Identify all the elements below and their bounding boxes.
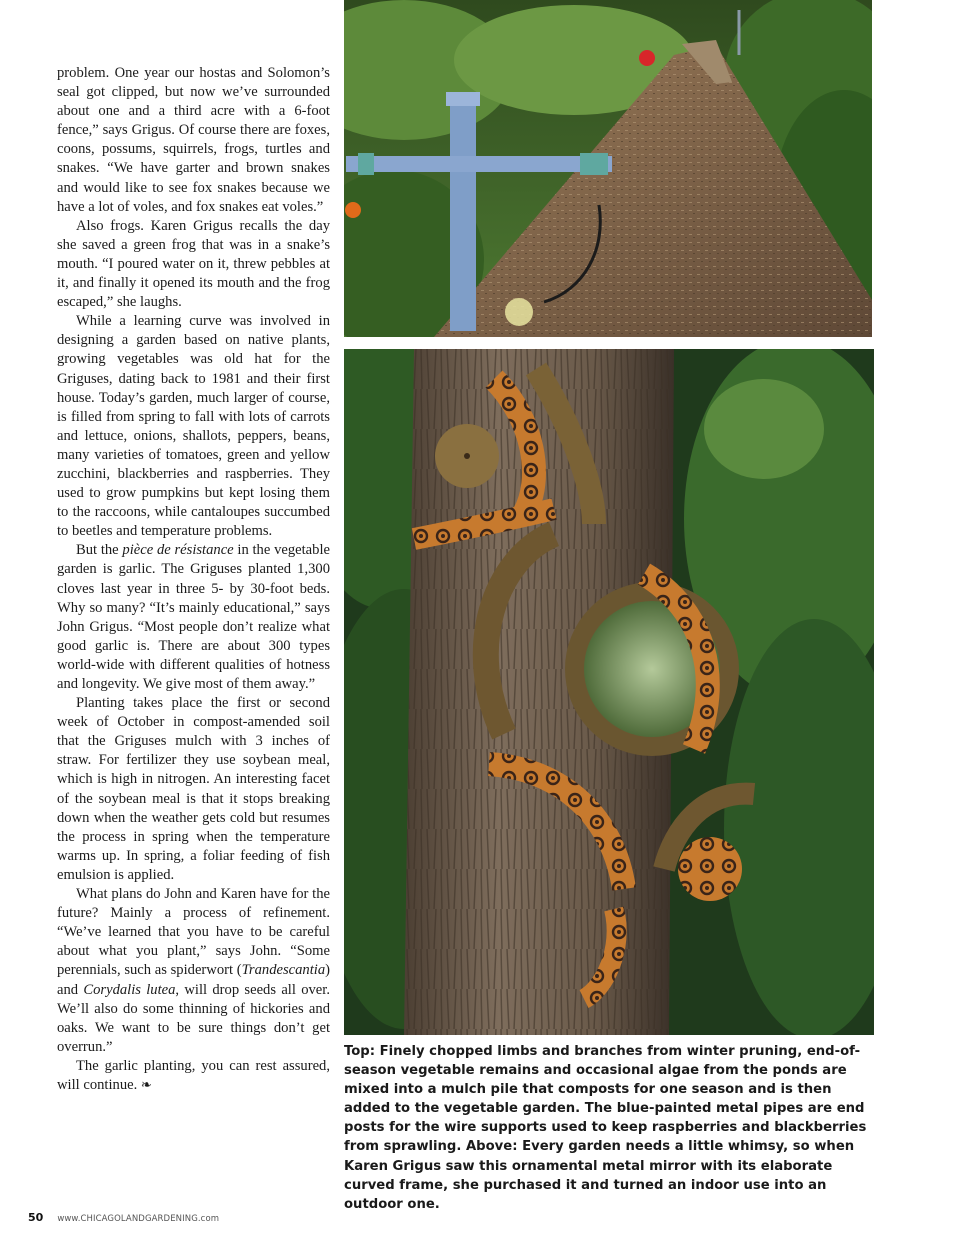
footer-url: www.CHICAGOLANDGARDENING.com	[57, 1214, 220, 1224]
end-ornament-icon: ❧	[140, 1077, 152, 1093]
photo-caption: Top: Finely chopped limbs and branches from winter pruning, end-of-season vegetable remains and occasional algae from the ponds are mixed into a mulch pile that composts for one season and is then added to the vegetable garden. The blue-painted metal pipes are end posts for the wire supports used to keep raspberries and blackberries from sprawling. Above: Every garden needs a little whimsy, so when Karen Grigus saw this ornamental metal mirror with its elaborate curved frame, she purchased it and turned an indoor use into an outdoor one.	[344, 1044, 867, 1212]
paragraph-2: Also frogs. Karen Grigus recalls the day she saved a green frog that was in a snake’s mouth. “I poured water on it, threw pebbles at it, and finally it opened its mouth and the frog escaped,” she laughs.	[57, 217, 330, 311]
paragraph-4: But the pièce de résistance in the vegetable garden is garlic. The Griguses planted 1,300 cloves last year in three 5- by 30-foot beds. Why so many? “It’s mainly educational,” says John Grigus. “Most people don’t realize what good garlic is. There are about 300 types world-wide with different qualities of hotness and longevity. We give most of them away.”	[57, 542, 330, 692]
paragraph-1: problem. One year our hostas and Solomon’s seal got clipped, but now we’ve surrounded about one and a third acre with a 6-foot fence,” says Grigus. Of course there are foxes, coons, possums, squirrels, frogs, turtles and snakes. “We have garter and brown snakes and would like to see fox snakes because we have a lot of voles, and fox snakes eat voles.”	[57, 65, 330, 215]
mulch-pile-illustration	[344, 0, 872, 337]
tree-mirror-illustration	[344, 349, 874, 1035]
photo-mulch-pile	[344, 0, 872, 337]
paragraph-3: While a learning curve was involved in designing a garden based on native plants, growing vegetables was old hat for the Griguses, dating back to 1981 and their first house. Today’s garden, much larger of course, is filled from spring to fall with lots of carrots and lettuce, onions, shallots, peppers, beans, many varieties of tomatoes, green and yellow zucchini, blackberries and raspberries. They used to grow pumpkins but kept losing them to the raccoons, while cantaloupes succumbed to beetles and temperature problems.	[57, 313, 330, 540]
photo-tree-mirror	[344, 349, 874, 1035]
page-number: 50	[28, 1211, 44, 1224]
article-body	[57, 64, 330, 1095]
page-footer	[28, 1206, 219, 1225]
paragraph-7: The garlic planting, you can rest assured, will continue. ❧	[57, 1057, 330, 1093]
paragraph-6: What plans do John and Karen have for the future? Mainly a process of refinement. “We’ve learned that you have to be careful about what you plant,” says John. “Some perennials, such as spiderwort (Trandescantia) and Corydalis lutea, will drop seeds all over. We’ll also do some thinning of hickories and oaks. We want to be sure things don’t get overrun.”	[57, 886, 330, 1055]
paragraph-5: Planting takes place the first or second week of October in compost-amended soil that the Griguses mulch with 3 inches of straw. For fertilizer they use soybean meal, which is high in nitrogen. An interesting facet of the soybean meal is that it stops breaking down when the weather gets cold but resumes the process in spring when the temperature warms up. In spring, a foliar feeding of fish emulsion is applied.	[57, 695, 330, 883]
